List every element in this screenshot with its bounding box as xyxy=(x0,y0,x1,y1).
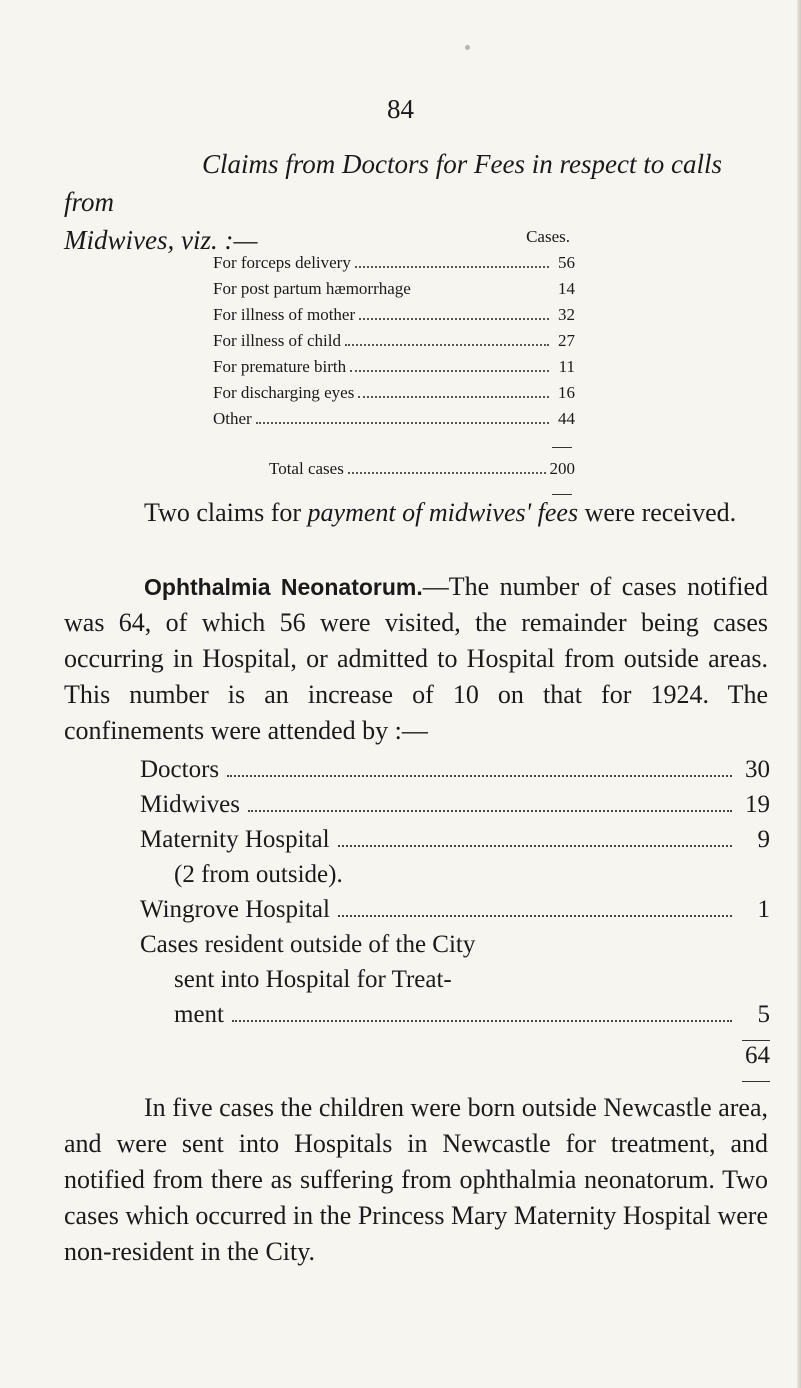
attended-total: 64 xyxy=(745,1042,770,1069)
total-value: 200 xyxy=(549,459,575,478)
row-label: Midwives xyxy=(140,791,240,818)
para-text: were received. xyxy=(578,498,737,527)
table-row xyxy=(213,279,575,305)
dot-leader xyxy=(338,844,732,847)
row-label: Wingrove Hospital xyxy=(140,896,330,923)
dot-leader xyxy=(348,471,546,474)
maternity-note: (2 from outside). xyxy=(174,861,343,888)
attended-row-midwives xyxy=(140,791,770,825)
row-label: ment xyxy=(174,1001,224,1028)
dot-leader xyxy=(256,421,549,424)
attended-rule xyxy=(742,1040,770,1041)
dot-leader xyxy=(350,369,549,372)
attended-row-doctors xyxy=(140,756,770,790)
row-label: For illness of child xyxy=(213,331,341,350)
table-row xyxy=(213,409,575,435)
outside-cases-paragraph xyxy=(64,1090,768,1270)
dot-leader xyxy=(345,343,549,346)
table-row xyxy=(213,253,575,279)
table-rule xyxy=(552,447,572,448)
row-label: Doctors xyxy=(140,756,220,783)
paper-mark xyxy=(465,45,470,50)
row-value: 5 xyxy=(757,1001,770,1028)
row-label: Maternity Hospital xyxy=(140,826,330,853)
para-text: —The number of cases notified was 64, of which 56 were visited, the remainder being cases occurring in Hospital, or admitted to Hospital from outside areas. This number is an increase of 10 on that for 1924. The confinements were attended by :— xyxy=(64,572,768,745)
row-label: Other xyxy=(213,409,252,428)
row-label: For discharging eyes xyxy=(213,383,355,402)
row-value: 56 xyxy=(558,253,575,272)
row-value: 11 xyxy=(558,357,575,376)
row-value: 44 xyxy=(558,409,575,428)
total-row xyxy=(269,459,575,485)
dot-leader xyxy=(355,265,549,268)
total-label: Total cases xyxy=(269,459,344,478)
dot-leader xyxy=(359,317,549,320)
ophthalmia-paragraph xyxy=(64,569,768,749)
page-edge xyxy=(797,0,801,1388)
row-value: 16 xyxy=(558,383,575,402)
row-value: 9 xyxy=(757,826,770,853)
resident-line-2: sent into Hospital for Treat- xyxy=(174,966,452,993)
heading-line-1: Claims from Doctors for Fees in respect to calls from xyxy=(64,149,722,217)
row-value: 14 xyxy=(558,279,575,298)
dot-leader xyxy=(248,809,732,812)
row-label: For premature birth xyxy=(213,357,347,376)
dot-leader xyxy=(338,914,732,917)
section-heading xyxy=(64,145,764,259)
attended-row-resident xyxy=(174,1001,770,1035)
table-row xyxy=(213,357,575,383)
section-run-in-title: Ophthalmia Neonatorum. xyxy=(144,574,423,600)
table-row xyxy=(213,331,575,357)
row-label: For illness of mother xyxy=(213,305,356,324)
dot-leader xyxy=(232,1019,732,1022)
resident-line-1: Cases resident outside of the City xyxy=(140,931,476,958)
dot-leader xyxy=(358,395,549,398)
cases-column-header: Cases. xyxy=(526,227,570,246)
payment-paragraph xyxy=(64,495,768,531)
italic-phrase: payment of midwives' fees xyxy=(307,498,579,527)
attended-row-maternity xyxy=(140,826,770,860)
table-row xyxy=(213,383,575,409)
page-number: 84 xyxy=(387,94,414,124)
row-value: 1 xyxy=(757,896,770,923)
dot-leader xyxy=(227,774,732,777)
row-label: For post partum hæmorrhage xyxy=(213,279,411,298)
attended-rule xyxy=(742,1081,770,1082)
row-value: 27 xyxy=(558,331,575,350)
heading-line-2: Midwives, viz. :— xyxy=(64,225,258,255)
dot-leader xyxy=(415,293,549,294)
row-value: 30 xyxy=(745,756,770,783)
para-text: Two claims for xyxy=(144,498,308,527)
table-row xyxy=(213,305,575,331)
row-value: 32 xyxy=(558,305,575,324)
attended-row-wingrove xyxy=(140,896,770,930)
row-value: 19 xyxy=(745,791,770,818)
row-label: For forceps delivery xyxy=(213,253,351,272)
para-text: In five cases the children were born outside Newcastle area, and were sent into Hospitals in Newcastle for treatment, and notified from there as suffering from ophthalmia neonatorum. Two cases which occurred in the Princess Mary Maternity Hospital were non-resident in the City. xyxy=(64,1093,768,1266)
